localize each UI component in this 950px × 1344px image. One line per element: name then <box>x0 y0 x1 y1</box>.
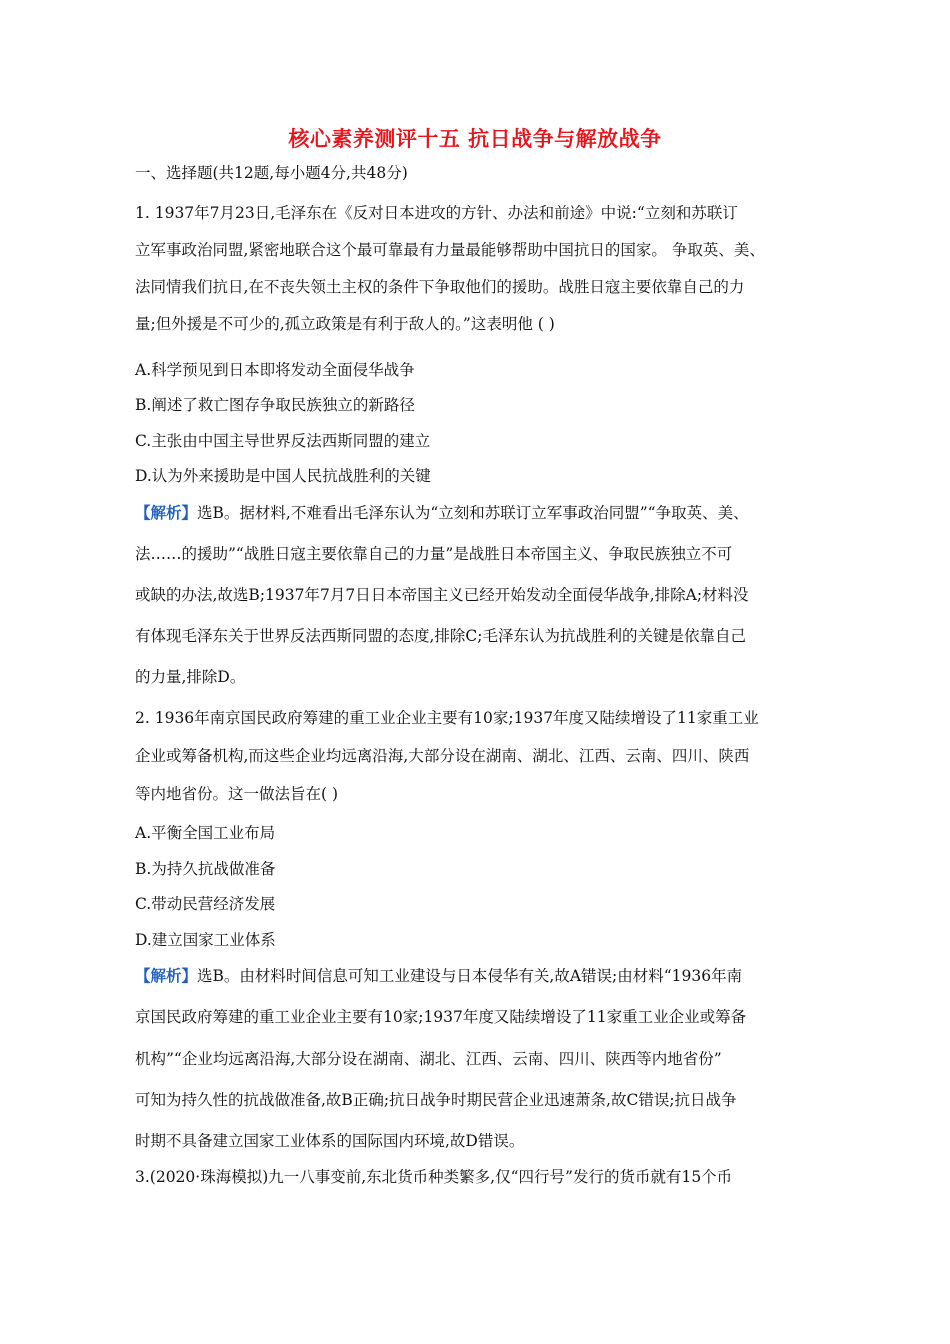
analysis-line: 法……的援助”“战胜日寇主要依靠自己的力量”是战胜日本帝国主义、争取民族独立不可 <box>135 545 733 563</box>
analysis-line: 京国民政府筹建的重工业企业主要有10家;1937年度又陆续增设了11家重工业企业或筹备 <box>135 1008 747 1026</box>
analysis-tag: 【解析】 <box>135 966 198 985</box>
question-text-line: 量;但外援是不可少的,孤立政策是有利于敌人的。”这表明他 ( ) <box>135 315 555 333</box>
question-text-line: 等内地省份。这一做法旨在( ) <box>135 785 339 803</box>
analysis-text: 选B。据材料,不难看出毛泽东认为“立刻和苏联订立军事政治同盟”“争取英、美、 <box>197 504 749 522</box>
option-b: B.为持久抗战做准备 <box>135 860 276 878</box>
analysis-line: 可知为持久性的抗战做准备,故B正确;抗日战争时期民营企业迅速萧条,故C错误;抗日战争 <box>135 1091 737 1109</box>
analysis-line: 时期不具备建立国家工业体系的国际国内环境,故D错误。 <box>135 1132 525 1150</box>
question-text-line: 企业或筹备机构,而这些企业均远离沿海,大部分设在湖南、湖北、江西、云南、四川、陕西 <box>135 747 750 765</box>
analysis-line: 或缺的办法,故选B;1937年7月7日日本帝国主义已经开始发动全面侵华战争,排除A;材料没 <box>135 586 749 604</box>
analysis-line: 有体现毛泽东关于世界反法西斯同盟的态度,排除C;毛泽东认为抗战胜利的关键是依靠自己 <box>135 627 747 645</box>
option-c: C.带动民营经济发展 <box>135 895 276 913</box>
option-b: B.阐述了救亡图存争取民族独立的新路径 <box>135 396 415 414</box>
analysis-text: 选B。由材料时间信息可知工业建设与日本侵华有关,故A错误;由材料“1936年南 <box>197 967 743 985</box>
option-d: D.认为外来援助是中国人民抗战胜利的关键 <box>135 467 431 485</box>
option-d: D.建立国家工业体系 <box>135 931 276 949</box>
option-a: A.平衡全国工业布局 <box>135 824 276 842</box>
question-text-line: 立军事政治同盟,紧密地联合这个最可靠最有力量最能够帮助中国抗日的国家。 争取英、美、 <box>135 241 765 259</box>
page-title: 核心素养测评十五 抗日战争与解放战争 <box>288 127 662 151</box>
question-text-line: 3.(2020·珠海模拟)九一八事变前,东北货币种类繁多,仅“四行号”发行的货币就有15个币 <box>135 1168 733 1186</box>
question-text-line: 法同情我们抗日,在不丧失领土主权的条件下争取他们的援助。战胜日寇主要依靠自己的力 <box>135 278 745 296</box>
analysis-line: 机构”“企业均远离沿海,大部分设在湖南、湖北、江西、云南、四川、陕西等内地省份” <box>135 1050 722 1068</box>
analysis-line: 的力量,排除D。 <box>135 668 246 686</box>
question-text-line: 2. 1936年南京国民政府筹建的重工业企业主要有10家;1937年度又陆续增设了11家重工业 <box>135 709 759 727</box>
option-c: C.主张由中国主导世界反法西斯同盟的建立 <box>135 432 431 450</box>
analysis-tag: 【解析】 <box>135 503 198 522</box>
option-a: A.科学预见到日本即将发动全面侵华战争 <box>135 361 415 379</box>
analysis-first-line <box>135 503 825 523</box>
question-text-line: 1. 1937年7月23日,毛泽东在《反对日本进攻的方针、办法和前途》中说:“立刻和苏联订 <box>135 204 738 222</box>
section-heading: 一、选择题(共12题,每小题4分,共48分) <box>135 164 408 182</box>
analysis-first-line <box>135 966 825 986</box>
